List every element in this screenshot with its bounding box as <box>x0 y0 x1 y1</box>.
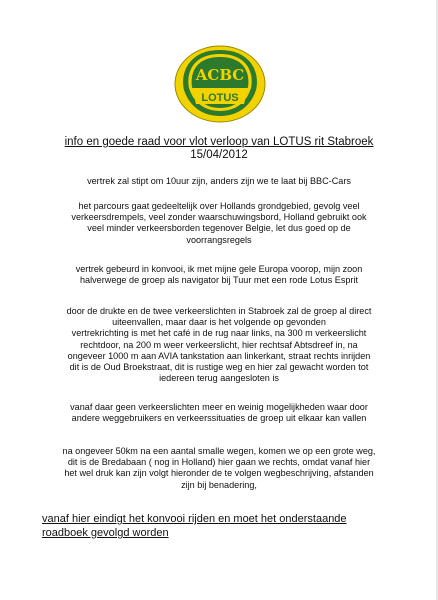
paragraph-no-lights <box>20 402 418 424</box>
text-line: uiteenvallen, maar daar is het volgende op gevonden <box>112 317 326 328</box>
text-line: rechtdoor, na 200 m weer verkeerslicht, hier rechtsaf Abtsdreef in, na <box>80 339 358 350</box>
text-line: vertrek gebeurd in konvooi, ik met mijne gele Europa voorop, mijn zoon <box>75 264 363 274</box>
text-line: vertrekrichting is met het café in de rug naar links, na 300 m verkeerslicht <box>71 328 367 339</box>
text-line: zijn bij benadering, <box>181 479 257 490</box>
text-line: voorrangsregels <box>186 234 252 245</box>
text-line: het wel druk kan zijn volgt hieronder de te volgen wegbeschrijving, afstanden <box>64 468 374 479</box>
text-line: vanaf daar geen verkeerslichten meer en weinig mogelijkheden waar door <box>70 402 368 412</box>
text-line: verkeersdrempels, veel zonder waarschuwingsbord, Holland gebruikt ook <box>71 212 367 223</box>
closing-note <box>42 512 412 540</box>
text-line: veel minder verkeersborden tegenover Belgie, let dus goed op de <box>87 223 351 234</box>
paragraph-departure <box>20 176 418 187</box>
text-line: door de drukte en de twee verkeerslichten in Stabroek zal de groep al direct <box>66 306 372 316</box>
text-line: het parcours gaat gedeeltelijk over Hollands grondgebied, gevolg veel <box>78 201 360 211</box>
paragraph-directions <box>20 306 418 384</box>
text-line: andere weggebruikers en verkeerssituaties de groep uit elkaar kan vallen <box>71 413 367 424</box>
closing-line-2: roadboek gevolgd worden <box>42 527 169 539</box>
document-title <box>20 136 418 162</box>
title-date: 15/04/2012 <box>190 149 248 161</box>
text-line: iedereen terug aangesloten is <box>159 373 279 384</box>
logo-text: LOTUS <box>201 92 239 104</box>
text-line: dit is de Oud Broekstraat, dit is rustige weg en hier zal gewacht worden tot <box>69 362 369 373</box>
svg-text:ACBC: ACBC <box>195 66 245 84</box>
paragraph-convoy <box>20 264 418 286</box>
text-line: na ongeveer 50km na een aantal smalle wegen, komen we op een grote weg, <box>62 446 376 456</box>
title-line-1: info en goede raad voor vlot verloop van LOTUS rit Stabroek <box>64 136 374 148</box>
text-line: ongeveer 1000 m aan AVIA tankstation aan linkerkant, straat rechts inrijden <box>67 350 371 361</box>
text-line: halverwege de groep als navigator bij Tuur met een rode Lotus Esprit <box>79 275 359 286</box>
text-line: dit is de Bredabaan ( nog in Holland) hier gaan we rechts, omdat vanaf hier <box>67 457 371 468</box>
closing-line-1: vanaf hier eindigt het konvooi rijden en moet het onderstaande <box>42 513 347 525</box>
lotus-logo <box>174 44 266 124</box>
paragraph-route-info <box>20 201 418 246</box>
text-line: vertrek zal stipt om 10uur zijn, anders zijn we te laat bij BBC-Cars <box>87 176 351 186</box>
paragraph-bredabaan <box>20 446 418 491</box>
